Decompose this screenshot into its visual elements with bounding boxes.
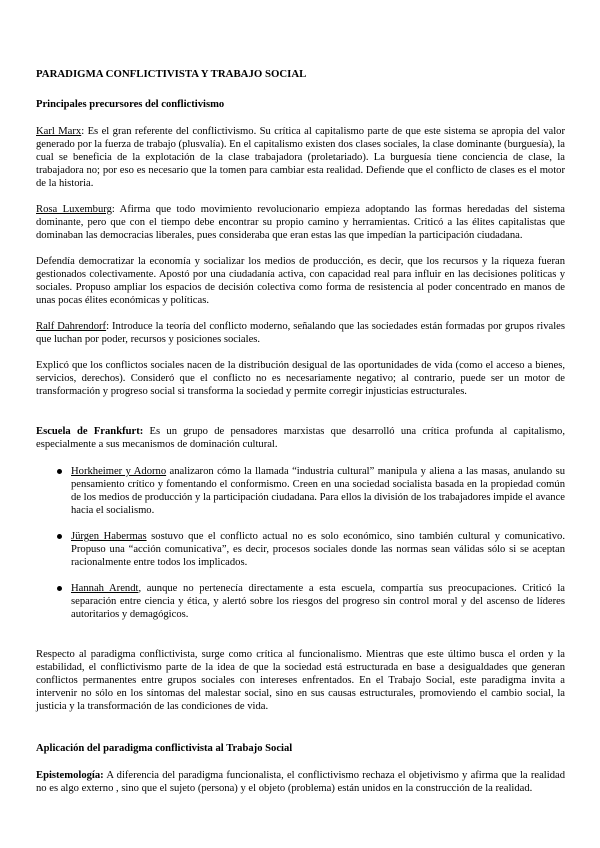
epistemology-paragraph — [36, 769, 565, 795]
epistemology-label: Epistemología: — [36, 770, 104, 781]
list-item — [36, 582, 565, 621]
list-item — [36, 465, 565, 517]
frankfurt-list — [36, 465, 565, 621]
luxemburg-text: : Afirma que todo movimiento revolucionario empieza adoptando las formas heredadas del sistema dominante, pero que con el tiempo debe encontrar su propio camino y herramientas. Criticó a las élites capitalistas que dominaban las democracias liberales, pues consideraba que eran estas las que impedían la participación ciudadana. — [36, 204, 565, 241]
frankfurt-paragraph — [36, 425, 565, 451]
marx-text: : Es el gran referente del conflictivismo. Su crítica al capitalismo parte de que este sistema se apropia del valor generado por la fuerza de trabajo (plusvalía). En el capitalismo existen dos clases sociales, la clase dominante (burguesía), la cual se beneficia de la explotación de la clase trabajadora (proletariado). La burguesía tiene conciencia de clase, la trabajadora no; por eso es necesario que la tomen para cambiar esta realidad. Defiende que el conflicto de clases es el motor de la historia. — [36, 126, 565, 189]
frankfurt-text: Es un grupo de pensadores marxistas que desarrolló una crítica profunda al capitalismo, especialmente a sus mecanismos de dominación cultural. — [36, 426, 566, 450]
dahrendorf-paragraph-2: Explicó que los conflictos sociales nacen de la distribución desigual de las oportunidades de vida (como el acceso a bienes, servicios, derechos). Consideró que el conflicto no es necesariamente negativo; al contrario, puede ser un motor de transformación y progreso social si transforma la sociedad y permite corregir injusticias estructurales. — [36, 360, 565, 397]
bullet-name: Jürgen Habermas — [71, 531, 147, 542]
dahrendorf-name: Ralf Dahrendorf — [36, 321, 107, 332]
dahrendorf-paragraph — [36, 320, 565, 346]
bullet-name: Horkheimer y Adorno — [71, 466, 167, 477]
bullet-text: analizaron cómo la llamada “industria cultural” manipula y aliena a las masas, anulando su pensamiento crítico y fomentando el conformismo. Creen en una sociedad socialista basada en la propiedad común de los medios de producción y la participación ciudadana. Para ellos la división de los trabajadores impide el avance hacia el socialismo. — [71, 466, 565, 516]
marx-paragraph — [36, 125, 565, 190]
page-title: PARADIGMA CONFLICTIVISTA Y TRABAJO SOCIAL — [36, 68, 307, 80]
functionalism-paragraph: Respecto al paradigma conflictivista, surge como crítica al funcionalismo. Mientras que este último busca el orden y la estabilidad, el conflictivismo parte de la idea de que la sociedad está estructurada en base a desigualdades que generan conflictos permanentes entre grupos sociales con intereses enfrentados. En el Trabajo Social, este paradigma invita a intervenir no sólo en los síntomas del malestar social, sino en sus causas estructurales, promoviendo el cambio social, la justicia y la transformación de las condiciones de vida. — [36, 649, 565, 712]
bullet-icon — [57, 469, 62, 474]
application-heading: Aplicación del paradigma conflictivista al Trabajo Social — [36, 743, 293, 754]
precursors-heading: Principales precursores del conflictivismo — [36, 99, 225, 110]
bullet-text: , aunque no pertenecía directamente a esta escuela, compartía sus preocupaciones. Criticó la separación entre ciencia y ética, y alertó sobre los riesgos del progreso sin control moral y del ascenso de líderes autoritarios y demagógicos. — [71, 583, 565, 620]
list-item — [36, 530, 565, 569]
frankfurt-name: Escuela de Frankfurt: — [36, 426, 144, 437]
bullet-icon — [57, 534, 62, 539]
marx-name: Karl Marx — [36, 126, 82, 137]
epistemology-text: A diferencia del paradigma funcionalista, el conflictivismo rechaza el objetivismo y afirma que la realidad no es algo externo , sino que el sujeto (persona) y el objeto (problema) están unidos en la construcción de la realidad. — [36, 770, 565, 794]
luxemburg-paragraph — [36, 203, 565, 242]
luxemburg-paragraph-2: Defendía democratizar la economía y socializar los medios de producción, es decir, que los recursos y la riqueza fueran gestionados colectivamente. Apostó por una ciudadanía activa, con capacidad real para influir en las decisiones políticas y sociales. Propuso ampliar los espacios de decisión colectiva como forma de resistencia al poder concentrado en manos de unas pocas élites económicas y políticas. — [36, 256, 565, 306]
bullet-icon — [57, 586, 62, 591]
bullet-text: sostuvo que el conflicto actual no es solo económico, sino también cultural y comunicativo. Propuso una “acción comunicativa”, es decir, procesos sociales donde las normas sean válidas sólo si se aceptan racionalmente entre todos los implicados. — [71, 531, 565, 568]
luxemburg-name: Rosa Luxemburg — [36, 204, 112, 215]
dahrendorf-text: : Introduce la teoría del conflicto moderno, señalando que las sociedades están formadas por grupos rivales que luchan por poder, recursos y posiciones sociales. — [36, 321, 565, 345]
bullet-name: Hannah Arendt — [71, 583, 139, 594]
